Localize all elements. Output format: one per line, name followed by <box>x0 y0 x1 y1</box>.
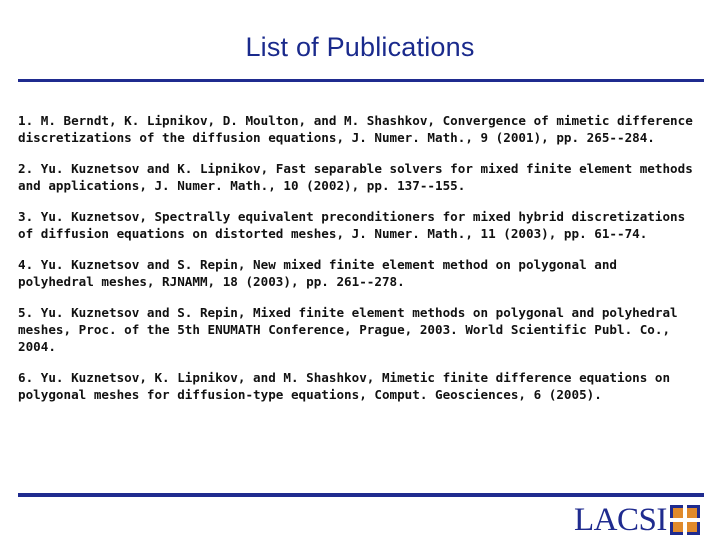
lacsi-logo <box>574 502 714 538</box>
lacsi-cross-icon <box>670 505 700 535</box>
publication-item: 1. M. Berndt, K. Lipnikov, D. Moulton, and M. Shashkov, Convergence of mimetic difference discretizations of the diffusion equations, J. Numer. Math., 9 (2001), pp. 265--284. <box>18 113 693 145</box>
publication-item: 6. Yu. Kuznetsov, K. Lipnikov, and M. Shashkov, Mimetic finite difference equations on polygonal meshes for diffusion-type equations, Comput. Geosciences, 6 (2005). <box>18 370 671 402</box>
publication-item: 3. Yu. Kuznetsov, Spectrally equivalent preconditioners for mixed hybrid discretizations of diffusion equations on distorted meshes, J. Numer. Math., 11 (2003), pp. 61--74. <box>18 209 686 241</box>
page-title: List of Publications <box>245 32 475 62</box>
top-divider <box>18 79 704 82</box>
publication-list <box>18 112 698 417</box>
publication-item: 5. Yu. Kuznetsov and S. Repin, Mixed finite element methods on polygonal and polyhedral meshes, Proc. of the 5th ENUMATH Conference, Prague, 2003. World Scientific Publ. Co., 2004. <box>18 305 678 354</box>
logo-text: LACSI <box>574 502 667 538</box>
publication-item: 4. Yu. Kuznetsov and S. Repin, New mixed finite element method on polygonal and polyhedral meshes, RJNAMM, 18 (2003), pp. 261--278. <box>18 257 617 289</box>
publication-item: 2. Yu. Kuznetsov and K. Lipnikov, Fast separable solvers for mixed finite element methods and applications, J. Numer. Math., 10 (2002), pp. 137--155. <box>18 161 693 193</box>
bottom-divider <box>18 493 704 497</box>
